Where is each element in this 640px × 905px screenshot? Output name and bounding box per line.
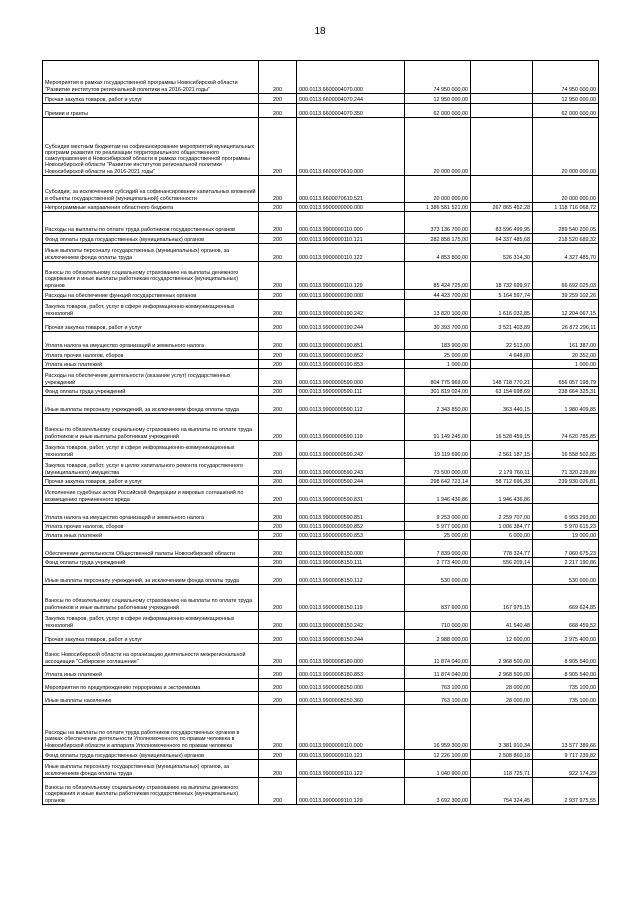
row-approved-amount-cell: 25 000,00 — [405, 350, 471, 360]
table-body — [43, 61, 599, 805]
row-unexecuted-amount-cell: 2 937 975,55 — [533, 778, 599, 805]
row-executed-amount-cell: 83 596 499,95 — [471, 212, 533, 234]
row-unexecuted-amount-cell: 218 520 689,32 — [533, 234, 599, 244]
table-row — [43, 477, 599, 486]
row-classification-code-cell: 000.0113.9900000110.122 — [297, 244, 405, 262]
row-approved-amount-cell: 373 136 700,00 — [405, 212, 471, 234]
table-row — [43, 585, 599, 612]
row-executed-amount-cell — [471, 360, 533, 369]
row-code-cell: 200 — [259, 234, 297, 244]
table-row — [43, 778, 599, 805]
row-unexecuted-amount-cell: 238 664 325,31 — [533, 387, 599, 396]
row-executed-amount-cell — [471, 118, 533, 176]
row-approved-amount-cell: 2 343 850,00 — [405, 396, 471, 414]
row-classification-code-cell: 000.0113.9900008150.244 — [297, 630, 405, 644]
row-classification-code-cell: 000.0113.9900000590.831 — [297, 486, 405, 504]
row-code-cell: 200 — [259, 369, 297, 387]
row-name-cell: Уплата прочих налогов, сборов — [43, 522, 259, 531]
row-executed-amount-cell: 58 712 696,33 — [471, 477, 533, 486]
row-name-cell: Фонд оплаты труда государственных (муниципальных) органов — [43, 750, 259, 760]
row-name-cell: Субсидии, за исключением субсидий на софинансирование капитальных вложений в объекты государственной (муниципальной) собственности — [43, 176, 259, 203]
row-code-cell: 200 — [259, 679, 297, 692]
row-executed-amount-cell: 1 946 436,86 — [471, 486, 533, 504]
row-executed-amount-cell: 2 508 860,18 — [471, 750, 533, 760]
row-executed-amount-cell: 556 209,14 — [471, 558, 533, 567]
row-executed-amount-cell — [471, 61, 533, 94]
row-executed-amount-cell: 4 648,00 — [471, 350, 533, 360]
row-classification-code-cell: 000.0113.9900008150.111 — [297, 558, 405, 567]
table-row — [43, 612, 599, 630]
row-approved-amount-cell: 1 040 900,00 — [405, 760, 471, 778]
row-approved-amount-cell: 763 100,00 — [405, 679, 471, 692]
row-executed-amount-cell: 1 616 032,85 — [471, 300, 533, 318]
row-approved-amount-cell: 11 874 040,00 — [405, 644, 471, 666]
row-unexecuted-amount-cell: 39 259 102,26 — [533, 290, 599, 300]
row-approved-amount-cell: 837 600,00 — [405, 585, 471, 612]
row-approved-amount-cell: 20 000 000,00 — [405, 118, 471, 176]
row-code-cell: 200 — [259, 778, 297, 805]
table-row — [43, 531, 599, 540]
row-unexecuted-amount-cell: 239 930 026,81 — [533, 477, 599, 486]
row-classification-code-cell: 000.0113.9900000110.121 — [297, 234, 405, 244]
row-approved-amount-cell: 710 000,00 — [405, 612, 471, 630]
row-classification-code-cell: 000.0113.9900008180.000 — [297, 644, 405, 666]
row-code-cell: 200 — [259, 585, 297, 612]
table-row — [43, 244, 599, 262]
row-approved-amount-cell: 1 000,00 — [405, 360, 471, 369]
row-classification-code-cell: 000.0113.9900008250.000 — [297, 679, 405, 692]
row-name-cell: Фонд оплаты труда государственных (муниципальных) органов — [43, 234, 259, 244]
row-code-cell: 200 — [259, 558, 297, 567]
row-approved-amount-cell: 1 946 436,86 — [405, 486, 471, 504]
row-executed-amount-cell: 2 968 500,00 — [471, 666, 533, 679]
row-executed-amount-cell: 363 440,15 — [471, 396, 533, 414]
row-executed-amount-cell: 526 314,30 — [471, 244, 533, 262]
row-classification-code-cell: 000.0113.9900008150.119 — [297, 585, 405, 612]
row-approved-amount-cell: 25 000,00 — [405, 531, 471, 540]
row-name-cell: Уплата налога на имущество организаций и земельного налога — [43, 332, 259, 350]
row-classification-code-cell: 000.0113.9900008180.853 — [297, 666, 405, 679]
row-name-cell: Взносы по обязательному социальному страхованию на выплаты денежного содержания и иные выплаты работникам государственных (муниципальных) органов — [43, 262, 259, 290]
row-approved-amount-cell: 13 820 100,00 — [405, 300, 471, 318]
row-unexecuted-amount-cell: 669 624,85 — [533, 585, 599, 612]
table-row — [43, 369, 599, 387]
row-classification-code-cell: 000.0113.9900008250.360 — [297, 692, 405, 705]
row-code-cell: 200 — [259, 300, 297, 318]
row-executed-amount-cell: 2 259 707,00 — [471, 504, 533, 522]
table-row — [43, 705, 599, 750]
row-code-cell: 200 — [259, 441, 297, 459]
row-name-cell: Расходы на обеспечение функций государственных органов — [43, 290, 259, 300]
table-row — [43, 504, 599, 522]
table-row — [43, 760, 599, 778]
row-executed-amount-cell: 6 000,00 — [471, 531, 533, 540]
row-approved-amount-cell: 20 000 000,00 — [405, 176, 471, 203]
row-classification-code-cell: 000.0113.9900000590.242 — [297, 441, 405, 459]
row-unexecuted-amount-cell: 4 327 485,70 — [533, 244, 599, 262]
row-classification-code-cell: 000.0113.9900000590.852 — [297, 522, 405, 531]
row-approved-amount-cell: 44 423 700,00 — [405, 290, 471, 300]
table-row — [43, 750, 599, 760]
row-unexecuted-amount-cell: 12 204 067,15 — [533, 300, 599, 318]
row-code-cell: 200 — [259, 244, 297, 262]
row-executed-amount-cell: 267 865 452,28 — [471, 203, 533, 212]
table-row — [43, 234, 599, 244]
table-row — [43, 300, 599, 318]
row-approved-amount-cell: 5 977 000,00 — [405, 522, 471, 531]
row-executed-amount-cell: 148 718 770,21 — [471, 369, 533, 387]
row-approved-amount-cell: 19 119 690,00 — [405, 441, 471, 459]
row-approved-amount-cell: 298 642 723,14 — [405, 477, 471, 486]
row-unexecuted-amount-cell: 530 000,00 — [533, 567, 599, 585]
row-name-cell: Закупка товаров, работ, услуг в сфере информационно-коммуникационных технологий — [43, 612, 259, 630]
row-executed-amount-cell: 28 000,00 — [471, 679, 533, 692]
row-name-cell: Расходы на обеспечение деятельности (оказание услуг) государственных учреждений — [43, 369, 259, 387]
row-classification-code-cell: 000.0113.9900000590.244 — [297, 477, 405, 486]
row-approved-amount-cell: 30 393 700,00 — [405, 318, 471, 332]
row-classification-code-cell: 000.0113.9900000590.243 — [297, 459, 405, 477]
row-approved-amount-cell: 91 149 245,00 — [405, 414, 471, 441]
row-name-cell: Субсидия местным бюджетам на софинансирование мероприятий муниципальных программ развития по реализации территориального общественного самоуправления в Новосибирской области в рамках государственной программы Новосибирской области "Развитие институтов региональной политики Новосибирской области на 2016-2021 годы" — [43, 118, 259, 176]
row-name-cell: Прочая закупка товаров, работ и услуг — [43, 94, 259, 104]
row-name-cell: Расходы на выплаты по оплате труда работников государственных органов в рамках обеспечения деятельности Уполномоченного по правам человека в Новосибирской области и аппарата Уполномоченного по правам человека — [43, 705, 259, 750]
row-unexecuted-amount-cell: 6 993 293,00 — [533, 504, 599, 522]
table-row — [43, 644, 599, 666]
row-executed-amount-cell: 18 732 699,97 — [471, 262, 533, 290]
row-code-cell: 200 — [259, 203, 297, 212]
row-code-cell: 200 — [259, 396, 297, 414]
row-classification-code-cell: 000.0113.9900009110.000 — [297, 705, 405, 750]
table-row — [43, 176, 599, 203]
row-unexecuted-amount-cell: 656 057 198,79 — [533, 369, 599, 387]
row-unexecuted-amount-cell: 20 000 000,00 — [533, 118, 599, 176]
row-classification-code-cell: 000.0113.6600070610.521 — [297, 176, 405, 203]
row-executed-amount-cell: 3 521 403,89 — [471, 318, 533, 332]
row-executed-amount-cell: 778 324,77 — [471, 540, 533, 558]
table-row — [43, 290, 599, 300]
row-name-cell: Исполнение судебных актов Российской Федерации и мировых соглашений по возмещению причиненного вреда — [43, 486, 259, 504]
row-unexecuted-amount-cell: 74 950 000,00 — [533, 61, 599, 94]
row-code-cell: 200 — [259, 360, 297, 369]
row-approved-amount-cell: 2 988 000,00 — [405, 630, 471, 644]
row-unexecuted-amount-cell: 13 577 389,66 — [533, 705, 599, 750]
row-executed-amount-cell: 28 000,00 — [471, 692, 533, 705]
row-code-cell: 200 — [259, 477, 297, 486]
row-executed-amount-cell: 16 528 459,15 — [471, 414, 533, 441]
table-row — [43, 318, 599, 332]
row-executed-amount-cell: 2 561 187,15 — [471, 441, 533, 459]
row-unexecuted-amount-cell: 62 000 000,00 — [533, 104, 599, 118]
row-executed-amount-cell: 167 975,15 — [471, 585, 533, 612]
row-unexecuted-amount-cell: 1 118 716 068,72 — [533, 203, 599, 212]
row-unexecuted-amount-cell: 74 620 785,85 — [533, 414, 599, 441]
row-code-cell: 200 — [259, 212, 297, 234]
row-classification-code-cell: 000.0113.9900000190.852 — [297, 350, 405, 360]
row-name-cell: Премии и гранты — [43, 104, 259, 118]
row-name-cell: Закупка товаров, работ, услуг в сфере информационно-коммуникационных технологий — [43, 441, 259, 459]
table-row — [43, 94, 599, 104]
row-classification-code-cell: 000.0113.9900000590.112 — [297, 396, 405, 414]
row-code-cell: 200 — [259, 522, 297, 531]
row-approved-amount-cell: 73 500 000,00 — [405, 459, 471, 477]
table-row — [43, 350, 599, 360]
row-executed-amount-cell — [471, 94, 533, 104]
row-name-cell: Уплата налога на имущество организаций и земельного налога — [43, 504, 259, 522]
row-executed-amount-cell: 63 154 698,69 — [471, 387, 533, 396]
table-row — [43, 522, 599, 531]
row-unexecuted-amount-cell: 161 387,00 — [533, 332, 599, 350]
row-executed-amount-cell: 41 540,48 — [471, 612, 533, 630]
row-unexecuted-amount-cell: 922 174,29 — [533, 760, 599, 778]
row-code-cell: 200 — [259, 94, 297, 104]
row-code-cell: 200 — [259, 61, 297, 94]
row-code-cell: 200 — [259, 612, 297, 630]
row-unexecuted-amount-cell: 12 950 000,00 — [533, 94, 599, 104]
row-unexecuted-amount-cell: 2 217 190,86 — [533, 558, 599, 567]
row-unexecuted-amount-cell: 668 459,52 — [533, 612, 599, 630]
table-row — [43, 441, 599, 459]
table-row — [43, 332, 599, 350]
row-approved-amount-cell: 12 950 000,00 — [405, 94, 471, 104]
row-executed-amount-cell — [471, 176, 533, 203]
table-row — [43, 666, 599, 679]
row-approved-amount-cell: 62 000 000,00 — [405, 104, 471, 118]
row-name-cell: Иные выплаты персоналу учреждений, за исключением фонда оплаты труда — [43, 396, 259, 414]
row-unexecuted-amount-cell: 66 692 025,03 — [533, 262, 599, 290]
row-classification-code-cell: 000.0113.9900000110.000 — [297, 212, 405, 234]
row-name-cell: Иные выплаты персоналу государственных (муниципальных) органов, за исключением фонда оплаты труда — [43, 760, 259, 778]
table-row — [43, 360, 599, 369]
row-code-cell: 200 — [259, 760, 297, 778]
row-unexecuted-amount-cell: 8 905 540,00 — [533, 666, 599, 679]
row-code-cell: 200 — [259, 705, 297, 750]
row-unexecuted-amount-cell: 2 975 400,00 — [533, 630, 599, 644]
row-classification-code-cell: 000.0113.9900000590.000 — [297, 369, 405, 387]
row-executed-amount-cell: 64 337 485,68 — [471, 234, 533, 244]
row-executed-amount-cell: 1 006 384,77 — [471, 522, 533, 531]
row-classification-code-cell: 000.0113.9900008150.000 — [297, 540, 405, 558]
row-name-cell: Уплата прочих налогов, сборов — [43, 350, 259, 360]
row-code-cell: 200 — [259, 540, 297, 558]
row-code-cell: 200 — [259, 332, 297, 350]
table-row — [43, 262, 599, 290]
row-name-cell: Уплата иных платежей — [43, 531, 259, 540]
row-executed-amount-cell: 12 600,00 — [471, 630, 533, 644]
row-name-cell: Иные выплаты персоналу государственных (муниципальных) органов, за исключением фонда оплаты труда — [43, 244, 259, 262]
table-row — [43, 203, 599, 212]
table-row — [43, 387, 599, 396]
row-unexecuted-amount-cell — [533, 486, 599, 504]
row-name-cell: Прочая закупка товаров, работ и услуг — [43, 318, 259, 332]
row-executed-amount-cell: 118 725,71 — [471, 760, 533, 778]
row-code-cell: 200 — [259, 692, 297, 705]
row-approved-amount-cell: 9 253 000,00 — [405, 504, 471, 522]
row-name-cell: Взносы по обязательному социальному страхованию на выплаты по оплате труда работников и иные выплаты работникам учреждений — [43, 585, 259, 612]
budget-execution-table — [42, 60, 599, 805]
row-name-cell: Расходы на выплаты по оплате труда работников государственных органов — [43, 212, 259, 234]
row-unexecuted-amount-cell: 9 717 239,82 — [533, 750, 599, 760]
row-approved-amount-cell: 4 853 800,00 — [405, 244, 471, 262]
table-row — [43, 630, 599, 644]
row-unexecuted-amount-cell: 735 100,00 — [533, 692, 599, 705]
table-row — [43, 118, 599, 176]
row-classification-code-cell: 000.0113.6600004070.350 — [297, 104, 405, 118]
row-unexecuted-amount-cell: 8 905 540,00 — [533, 644, 599, 666]
row-unexecuted-amount-cell: 1 980 409,85 — [533, 396, 599, 414]
page-number: 18 — [314, 26, 326, 37]
row-code-cell: 200 — [259, 414, 297, 441]
row-approved-amount-cell: 74 950 000,00 — [405, 61, 471, 94]
row-code-cell: 200 — [259, 666, 297, 679]
row-name-cell: Закупка товаров, работ, услуг в целях капитального ремонта государственного (муниципального) имущества — [43, 459, 259, 477]
row-name-cell: Фонд оплаты труда учреждений — [43, 387, 259, 396]
row-name-cell: Фонд оплаты труда учреждений — [43, 558, 259, 567]
row-code-cell: 200 — [259, 531, 297, 540]
table-row — [43, 567, 599, 585]
row-name-cell: Взносы по обязательному социальному страхованию на выплаты денежного содержания и иные выплаты работникам государственных (муниципальных) органов — [43, 778, 259, 805]
row-code-cell: 200 — [259, 176, 297, 203]
row-unexecuted-amount-cell: 19 000,00 — [533, 531, 599, 540]
row-name-cell: Мероприятия в рамках государственной программы Новосибирской области "Развитие институтов региональной политики на 2016-2021 годы" — [43, 61, 259, 94]
row-code-cell: 200 — [259, 118, 297, 176]
row-name-cell: Иные выплаты населению — [43, 692, 259, 705]
row-code-cell: 200 — [259, 318, 297, 332]
row-name-cell: Мероприятия по предупреждению терроризма и экстремизма — [43, 679, 259, 692]
row-unexecuted-amount-cell: 289 540 200,05 — [533, 212, 599, 234]
table-row — [43, 61, 599, 94]
row-name-cell: Уплата иных платежей — [43, 666, 259, 679]
row-unexecuted-amount-cell: 71 320 239,89 — [533, 459, 599, 477]
table-row — [43, 396, 599, 414]
table-row — [43, 679, 599, 692]
row-unexecuted-amount-cell: 1 000,00 — [533, 360, 599, 369]
row-name-cell: Прочая закупка товаров, работ и услуг — [43, 477, 259, 486]
row-unexecuted-amount-cell: 7 060 675,23 — [533, 540, 599, 558]
row-classification-code-cell: 000.0113.6600070610.000 — [297, 118, 405, 176]
row-approved-amount-cell: 11 874 040,00 — [405, 666, 471, 679]
row-classification-code-cell: 000.0113.9900000000.000 — [297, 203, 405, 212]
row-approved-amount-cell: 530 000,00 — [405, 567, 471, 585]
row-code-cell: 200 — [259, 459, 297, 477]
row-classification-code-cell: 000.0113.9900000590.853 — [297, 531, 405, 540]
row-name-cell: Взнос Новосибирской области на организацию деятельности межрегиональной ассоциации "Сибирское соглашение" — [43, 644, 259, 666]
row-approved-amount-cell: 1 386 581 521,00 — [405, 203, 471, 212]
row-approved-amount-cell: 16 959 300,00 — [405, 705, 471, 750]
row-classification-code-cell: 000.0113.9900008150.112 — [297, 567, 405, 585]
row-code-cell: 200 — [259, 644, 297, 666]
row-name-cell: Прочая закупка товаров, работ и услуг — [43, 630, 259, 644]
table-row — [43, 414, 599, 441]
row-executed-amount-cell: 2 179 760,11 — [471, 459, 533, 477]
row-code-cell: 200 — [259, 630, 297, 644]
row-approved-amount-cell: 85 424 725,00 — [405, 262, 471, 290]
row-classification-code-cell: 000.0113.9900009110.122 — [297, 760, 405, 778]
row-executed-amount-cell: 3 381 910,34 — [471, 705, 533, 750]
row-executed-amount-cell: 22 513,00 — [471, 332, 533, 350]
row-classification-code-cell: 000.0113.9900000190.000 — [297, 290, 405, 300]
row-code-cell: 200 — [259, 350, 297, 360]
row-executed-amount-cell: 754 324,45 — [471, 778, 533, 805]
row-classification-code-cell: 000.0113.9900000190.853 — [297, 360, 405, 369]
row-unexecuted-amount-cell: 20 000 000,00 — [533, 176, 599, 203]
row-name-cell: Взносы по обязательному социальному страхованию на выплаты по оплате труда работников и иные выплаты работникам учреждений — [43, 414, 259, 441]
row-unexecuted-amount-cell: 26 872 296,11 — [533, 318, 599, 332]
row-code-cell: 200 — [259, 567, 297, 585]
table-row — [43, 104, 599, 118]
table-row — [43, 486, 599, 504]
table-row — [43, 558, 599, 567]
row-approved-amount-cell: 7 839 000,00 — [405, 540, 471, 558]
row-name-cell: Закупка товаров, работ, услуг в сфере информационно-коммуникационных технологий — [43, 300, 259, 318]
row-code-cell: 200 — [259, 486, 297, 504]
row-name-cell: Обеспечение деятельности Общественной палаты Новосибирской области — [43, 540, 259, 558]
row-classification-code-cell: 000.0113.9900008150.242 — [297, 612, 405, 630]
row-approved-amount-cell: 3 692 300,00 — [405, 778, 471, 805]
row-executed-amount-cell: 5 164 597,74 — [471, 290, 533, 300]
row-code-cell: 200 — [259, 750, 297, 760]
row-approved-amount-cell: 763 100,00 — [405, 692, 471, 705]
row-classification-code-cell: 000.0113.9900000190.244 — [297, 318, 405, 332]
row-classification-code-cell: 000.0113.9900000590.111 — [297, 387, 405, 396]
row-unexecuted-amount-cell: 20 352,00 — [533, 350, 599, 360]
row-code-cell: 200 — [259, 290, 297, 300]
table-row — [43, 692, 599, 705]
row-classification-code-cell: 000.0113.9900000110.129 — [297, 262, 405, 290]
row-classification-code-cell: 000.0113.9900000190.851 — [297, 332, 405, 350]
table-row — [43, 459, 599, 477]
row-classification-code-cell: 000.0113.6600004070.000 — [297, 61, 405, 94]
row-approved-amount-cell: 183 900,00 — [405, 332, 471, 350]
row-code-cell: 200 — [259, 104, 297, 118]
row-unexecuted-amount-cell: 735 100,00 — [533, 679, 599, 692]
row-executed-amount-cell — [471, 567, 533, 585]
row-approved-amount-cell: 282 858 175,00 — [405, 234, 471, 244]
row-classification-code-cell: 000.0113.9900000590.119 — [297, 414, 405, 441]
row-classification-code-cell: 000.0113.9900000190.242 — [297, 300, 405, 318]
row-approved-amount-cell: 12 226 100,00 — [405, 750, 471, 760]
row-classification-code-cell: 000.0113.9900009110.129 — [297, 778, 405, 805]
row-classification-code-cell: 000.0113.9900009110.121 — [297, 750, 405, 760]
row-code-cell: 200 — [259, 387, 297, 396]
row-unexecuted-amount-cell: 16 558 502,85 — [533, 441, 599, 459]
row-approved-amount-cell: 804 775 969,00 — [405, 369, 471, 387]
row-approved-amount-cell: 301 819 024,00 — [405, 387, 471, 396]
row-name-cell: Уплата иных платежей — [43, 360, 259, 369]
row-unexecuted-amount-cell: 5 970 615,23 — [533, 522, 599, 531]
row-name-cell: Иные выплаты персоналу учреждений, за исключением фонда оплаты труда — [43, 567, 259, 585]
table-row — [43, 212, 599, 234]
row-executed-amount-cell — [471, 104, 533, 118]
row-name-cell: Непрограммные направления областного бюджета — [43, 203, 259, 212]
table-row — [43, 540, 599, 558]
row-classification-code-cell: 000.0113.9900000590.851 — [297, 504, 405, 522]
row-code-cell: 200 — [259, 504, 297, 522]
row-executed-amount-cell: 2 968 500,00 — [471, 644, 533, 666]
row-code-cell: 200 — [259, 262, 297, 290]
row-classification-code-cell: 000.0113.6600004070.244 — [297, 94, 405, 104]
row-approved-amount-cell: 2 773 400,00 — [405, 558, 471, 567]
